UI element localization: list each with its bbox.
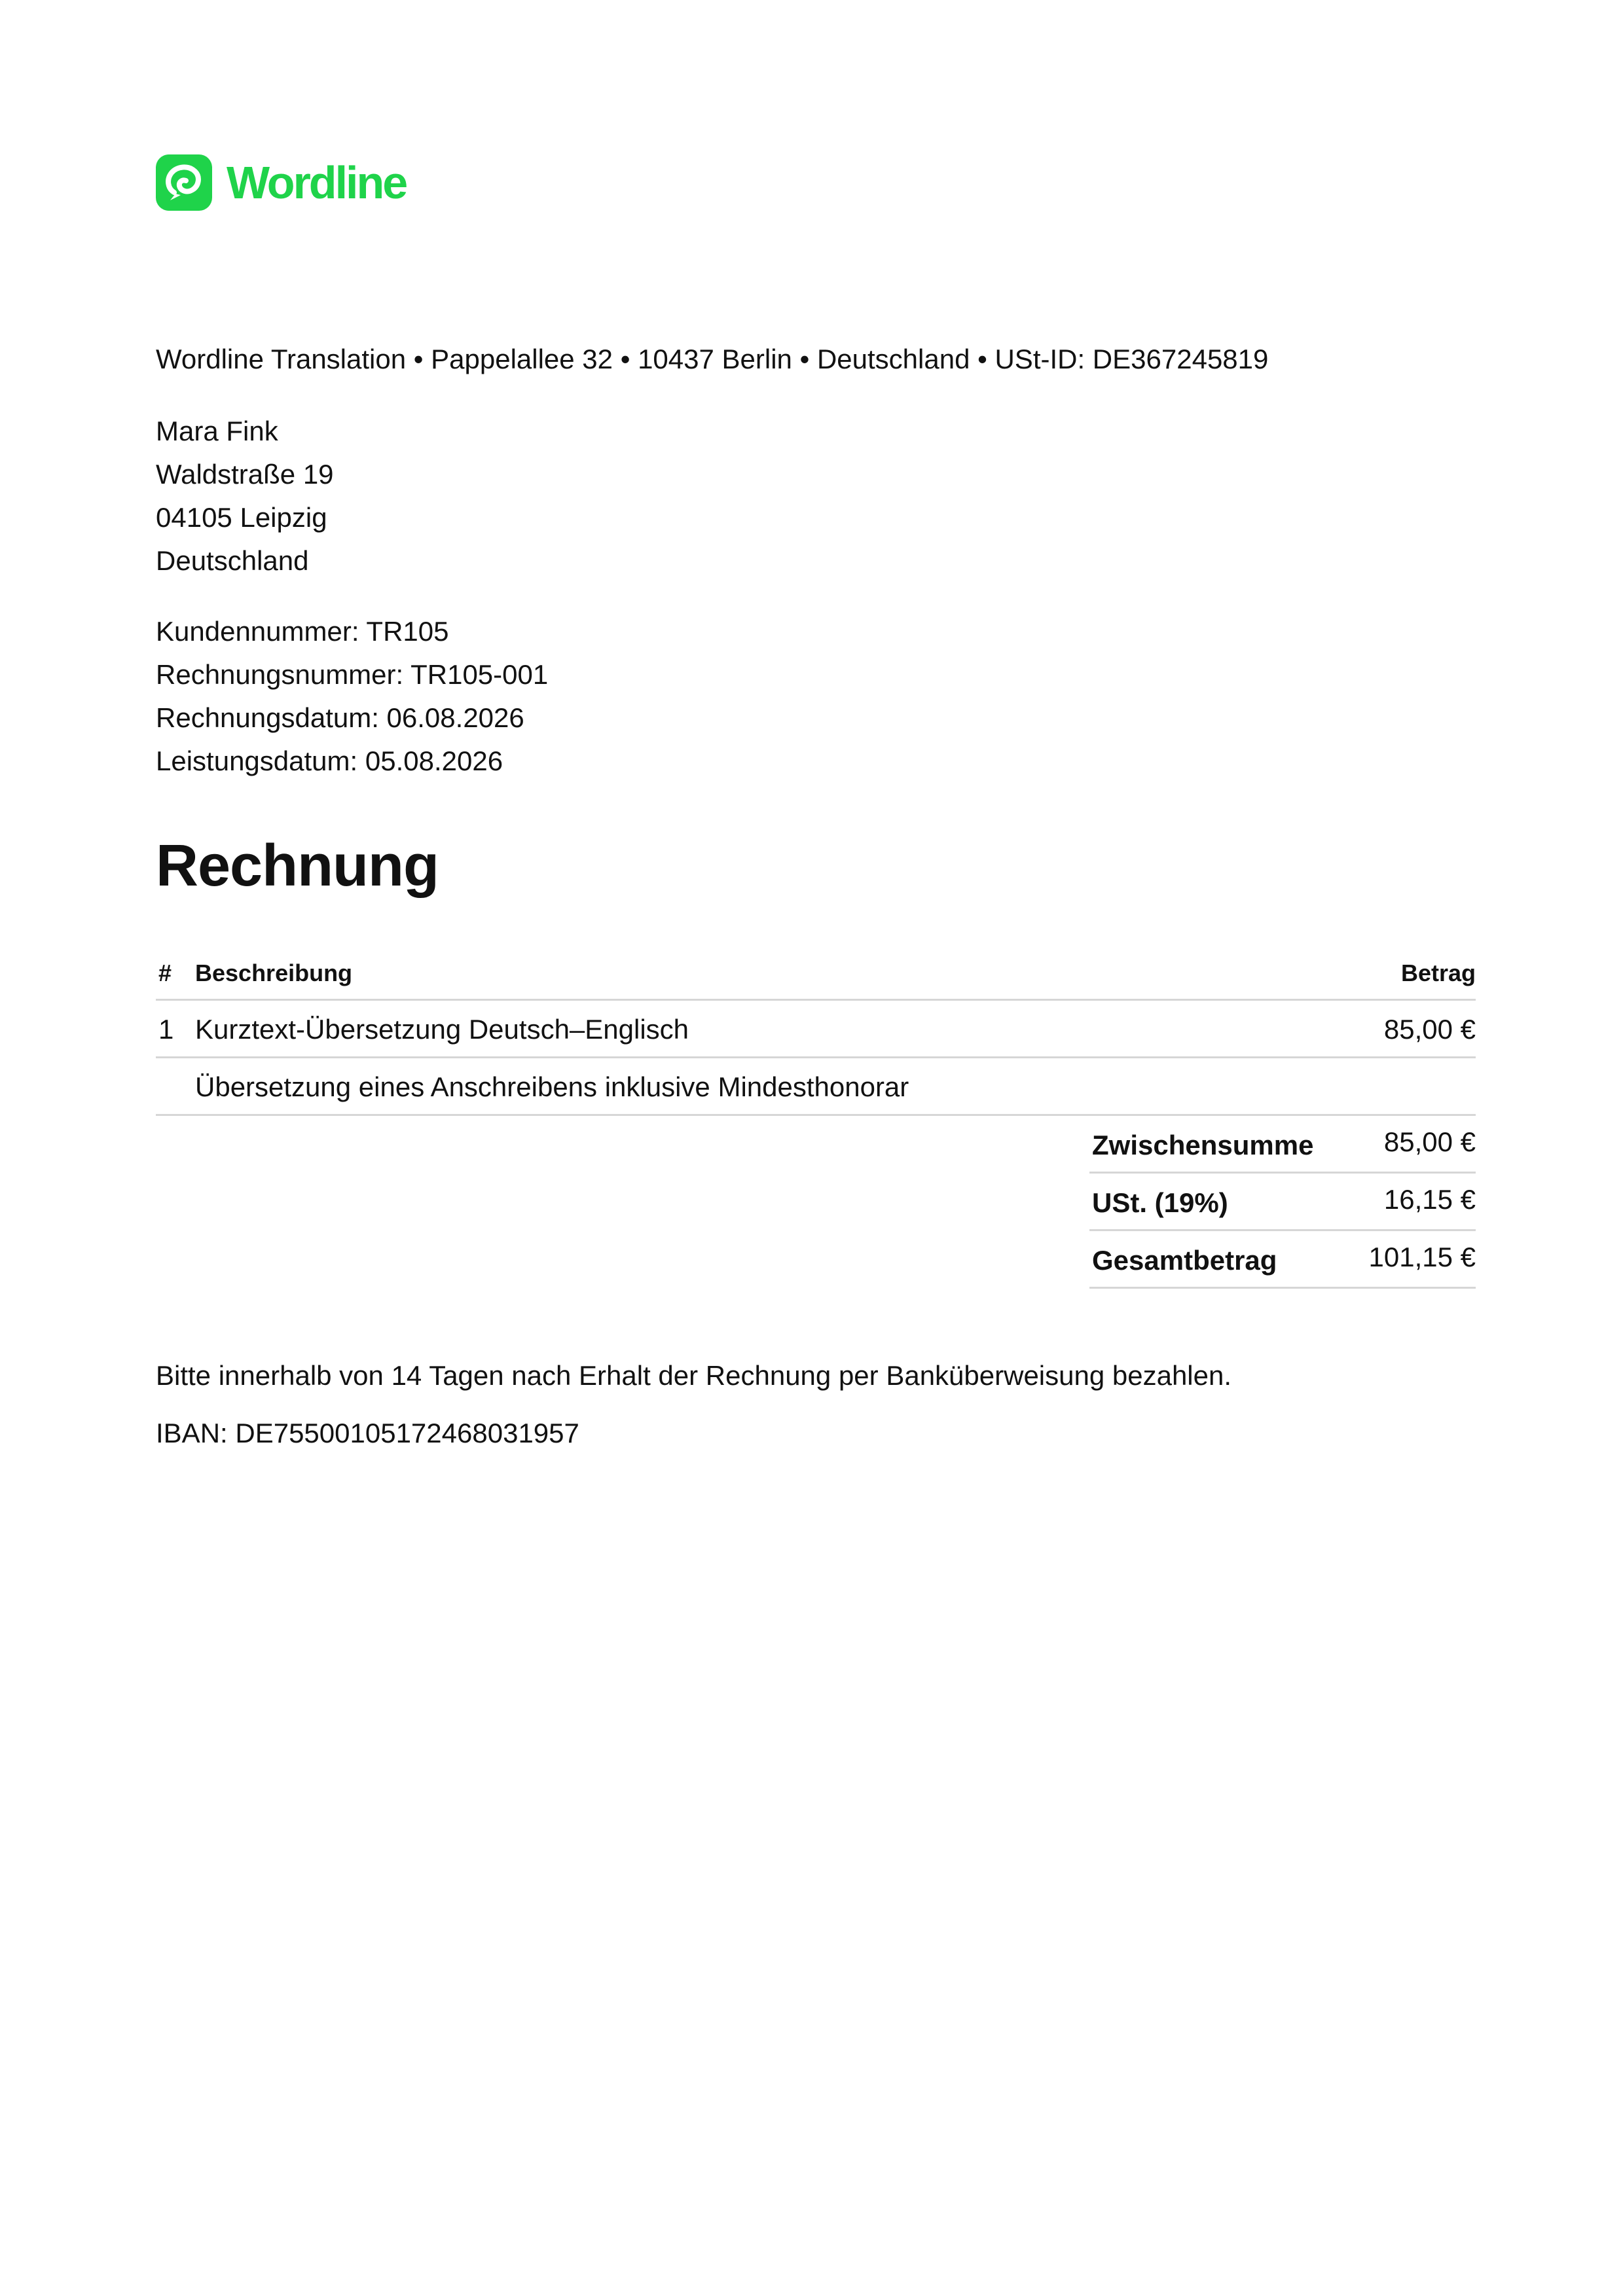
table-header-row — [156, 946, 1476, 1001]
recipient-country: Deutschland — [156, 545, 309, 576]
header-amount: Betrag — [1400, 960, 1476, 986]
recipient-street: Waldstraße 19 — [156, 459, 334, 490]
item-amount: 85,00 € — [1383, 1014, 1476, 1045]
subtotal-row — [1089, 1116, 1476, 1174]
iban: IBAN: DE75500105172468031957 — [156, 1418, 579, 1448]
sender-address-line: Wordline Translation • Pappelallee 32 • 10437 Berlin • Deutschland • USt-ID: DE367245819 — [156, 344, 1269, 374]
service-date: Leistungsdatum: 05.08.2026 — [156, 745, 503, 776]
recipient-address — [156, 410, 334, 583]
item-num: 1 — [158, 1014, 174, 1045]
speech-bubble-logo-icon — [156, 154, 212, 211]
invoice-meta — [156, 610, 548, 783]
header-description: Beschreibung — [195, 960, 353, 986]
total-label: Gesamtbetrag — [1092, 1245, 1277, 1276]
table-row-detail — [156, 1058, 1476, 1116]
vat-row — [1089, 1174, 1476, 1231]
totals-table — [1089, 1116, 1476, 1289]
table-row — [156, 1001, 1476, 1058]
brand-name: Wordline — [227, 157, 407, 208]
vat-label: USt. (19%) — [1092, 1187, 1228, 1218]
subtotal-value: 85,00 € — [1383, 1126, 1476, 1157]
vat-value: 16,15 € — [1383, 1184, 1476, 1215]
document-title: Rechnung — [156, 833, 439, 899]
brand-logo — [156, 154, 406, 211]
customer-number: Kundennummer: TR105 — [156, 616, 449, 647]
line-items-table — [156, 946, 1476, 1116]
invoice-date: Rechnungsdatum: 06.08.2026 — [156, 702, 524, 733]
recipient-name: Mara Fink — [156, 416, 278, 446]
header-num: # — [158, 960, 172, 986]
subtotal-label: Zwischensumme — [1092, 1130, 1314, 1160]
payment-info — [156, 1347, 1231, 1462]
invoice-number: Rechnungsnummer: TR105-001 — [156, 659, 549, 690]
item-detail: Übersetzung eines Anschreibens inklusive Mindesthonorar — [195, 1071, 909, 1102]
total-value: 101,15 € — [1368, 1242, 1476, 1272]
total-row — [1089, 1231, 1476, 1289]
payment-note: Bitte innerhalb von 14 Tagen nach Erhalt der Rechnung per Banküberweisung bezahlen. — [156, 1360, 1232, 1391]
recipient-city: 04105 Leipzig — [156, 502, 327, 533]
item-description: Kurztext-Übersetzung Deutsch–Englisch — [195, 1014, 689, 1045]
